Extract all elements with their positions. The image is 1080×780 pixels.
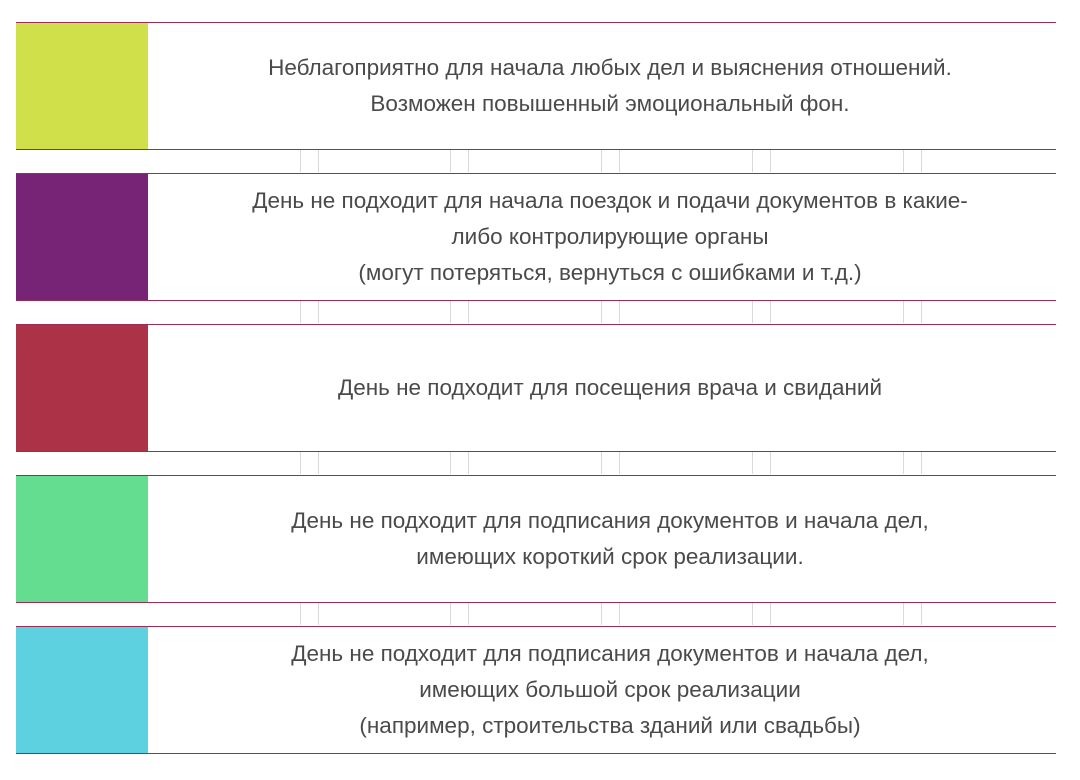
legend-row-crimson: [16, 324, 1056, 452]
color-swatch-cyan: [16, 627, 148, 753]
description-line: День не подходит для посещения врача и свиданий: [337, 375, 883, 400]
grid-tick: [921, 452, 922, 474]
grid-tick: [619, 452, 620, 474]
grid-tick: [903, 301, 904, 323]
grid-tick: [601, 603, 602, 625]
grid-tick: [601, 301, 602, 323]
row-spacer: [16, 452, 1056, 474]
color-swatch-yellow-green: [16, 23, 148, 149]
grid-tick: [450, 603, 451, 625]
grid-tick: [752, 301, 753, 323]
grid-tick: [318, 150, 319, 172]
color-swatch-crimson: [16, 325, 148, 451]
row-spacer: [16, 150, 1056, 172]
grid-tick: [752, 150, 753, 172]
grid-tick: [921, 150, 922, 172]
grid-tick: [921, 301, 922, 323]
description-line: (например, строительства зданий или свадьбы): [359, 713, 861, 738]
grid-tick: [468, 603, 469, 625]
description-line: Неблагоприятно для начала любых дел и выяснения отношений.: [268, 55, 952, 80]
description-line: День не подходит для начала поездок и подачи документов в какие-: [252, 188, 968, 213]
grid-tick: [619, 301, 620, 323]
description-line: (могут потеряться, вернуться с ошибками и т.д.): [358, 260, 862, 285]
grid-tick: [770, 150, 771, 172]
color-swatch-purple: [16, 174, 148, 300]
grid-tick: [468, 150, 469, 172]
legend-description: [164, 325, 1056, 451]
description-line: имеющих большой срок реализации: [419, 677, 801, 702]
grid-tick: [300, 150, 301, 172]
description-line: Возможен повышенный эмоциональный фон.: [370, 91, 850, 116]
grid-tick: [903, 452, 904, 474]
legend-row-green: [16, 475, 1056, 603]
description-line: День не подходит для подписания документов и начала дел,: [291, 508, 929, 533]
legend-description: [164, 476, 1056, 602]
row-spacer: [16, 603, 1056, 625]
grid-tick: [770, 603, 771, 625]
legend-description: [164, 627, 1056, 753]
color-swatch-green: [16, 476, 148, 602]
grid-tick: [619, 603, 620, 625]
grid-tick: [300, 301, 301, 323]
grid-tick: [903, 150, 904, 172]
grid-tick: [450, 150, 451, 172]
grid-tick: [468, 452, 469, 474]
legend-row-cyan: [16, 626, 1056, 754]
grid-tick: [450, 301, 451, 323]
grid-tick: [300, 603, 301, 625]
grid-tick: [752, 603, 753, 625]
grid-tick: [318, 301, 319, 323]
grid-tick: [903, 603, 904, 625]
grid-tick: [619, 150, 620, 172]
legend-row-purple: [16, 173, 1056, 301]
grid-tick: [921, 603, 922, 625]
grid-tick: [318, 452, 319, 474]
grid-tick: [770, 452, 771, 474]
description-line: либо контролирующие органы: [451, 224, 769, 249]
legend-description: [164, 174, 1056, 300]
description-line: имеющих короткий срок реализации.: [416, 544, 804, 569]
grid-tick: [601, 150, 602, 172]
grid-tick: [318, 603, 319, 625]
description-line: День не подходит для подписания документов и начала дел,: [291, 641, 929, 666]
row-spacer: [16, 301, 1056, 323]
legend-row-yellow-green: [16, 22, 1056, 150]
legend-description: [164, 23, 1056, 149]
grid-tick: [450, 452, 451, 474]
grid-tick: [601, 452, 602, 474]
grid-tick: [468, 301, 469, 323]
grid-tick: [300, 452, 301, 474]
grid-tick: [752, 452, 753, 474]
grid-tick: [770, 301, 771, 323]
